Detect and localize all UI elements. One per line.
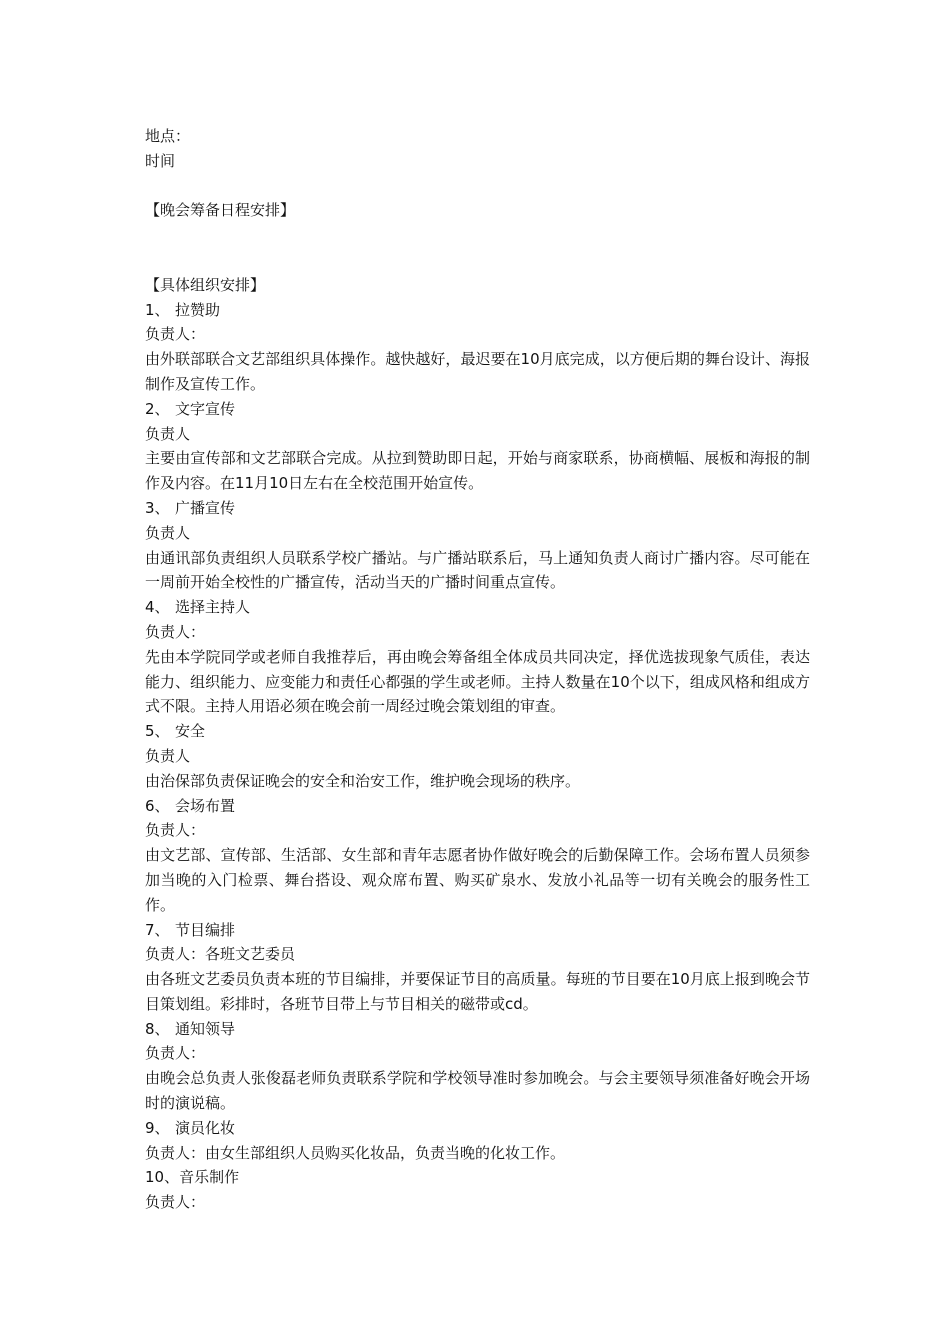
item-heading bbox=[145, 397, 810, 422]
item-description: 由各班文艺委员负责本班的节目编排，并要保证节目的高质量。每班的节目要在10月底上报到晚会节目策划组。彩排时，各班节目带上与节目相关的磁带或cd。 bbox=[145, 970, 810, 1013]
item-heading bbox=[145, 496, 810, 521]
item-title: 通知领导 bbox=[175, 1019, 236, 1038]
location-label: 地点： bbox=[145, 127, 191, 145]
item-title: 会场布置 bbox=[175, 796, 236, 815]
item-owner: 负责人 bbox=[145, 746, 191, 765]
item-number: 8、 bbox=[145, 1019, 170, 1038]
item-owner: 负责人： bbox=[145, 1044, 206, 1063]
item-title: 音乐制作 bbox=[179, 1168, 240, 1187]
organization-item-list bbox=[145, 298, 810, 1215]
spacer bbox=[145, 174, 810, 199]
item-description: 先由本学院同学或老师自我推荐后，再由晚会筹备组全体成员共同决定，择优选拔现象气质佳，表达能力、组织能力、应变能力和责任心都强的学生或老师。主持人数量在10个以下，组成风格和组成方式不限。主持人用语必须在晚会前一周经过晚会策划组的审查。 bbox=[145, 647, 810, 716]
item-title: 节目编排 bbox=[175, 920, 236, 939]
item-owner: 负责人 bbox=[145, 523, 191, 542]
item-description: 由晚会总负责人张俊磊老师负责联系学院和学校领导准时参加晚会。与会主要领导须准备好晚会开场时的演说稿。 bbox=[145, 1069, 810, 1113]
time-label: 时间 bbox=[145, 151, 176, 170]
item-heading bbox=[145, 595, 810, 620]
item-number: 7、 bbox=[145, 920, 170, 939]
organization-item bbox=[145, 1017, 810, 1116]
organization-item bbox=[145, 496, 810, 595]
organization-item bbox=[145, 298, 810, 397]
organization-item bbox=[145, 595, 810, 719]
organization-heading: 【具体组织安排】 bbox=[145, 275, 266, 294]
item-number: 6、 bbox=[145, 796, 170, 815]
item-title: 广播宣传 bbox=[175, 498, 236, 517]
item-title: 文字宣传 bbox=[175, 399, 236, 418]
organization-item bbox=[145, 1165, 810, 1215]
item-number: 9、 bbox=[145, 1118, 170, 1137]
item-description: 由治保部负责保证晚会的安全和治安工作，维护晚会现场的秩序。 bbox=[145, 771, 581, 790]
item-heading bbox=[145, 1017, 810, 1042]
organization-item bbox=[145, 719, 810, 793]
item-heading bbox=[145, 794, 810, 819]
item-description: 由通讯部负责组织人员联系学校广播站。与广播站联系后，马上通知负责人商讨广播内容。尽可能在一周前开始全校性的广播宣传，活动当天的广播时间重点宣传。 bbox=[145, 548, 810, 592]
item-number: 5、 bbox=[145, 722, 170, 741]
organization-item bbox=[145, 794, 810, 918]
item-description: 由外联部联合文艺部组织具体操作。越快越好，最迟要在10月底完成，以方便后期的舞台设计、海报制作及宣传工作。 bbox=[145, 350, 810, 393]
item-number: 10、 bbox=[145, 1168, 180, 1187]
organization-item bbox=[145, 918, 810, 1017]
item-description: 主要由宣传部和文艺部联合完成。从拉到赞助即日起，开始与商家联系，协商横幅、展板和海报的制作及内容。在11月10日左右在全校范围开始宣传。 bbox=[145, 449, 810, 493]
item-title: 安全 bbox=[175, 722, 206, 741]
item-number: 1、 bbox=[145, 300, 170, 319]
item-heading bbox=[145, 918, 810, 943]
item-owner: 负责人： bbox=[145, 821, 206, 840]
item-heading bbox=[145, 1165, 810, 1190]
item-owner: 负责人 bbox=[145, 424, 191, 443]
item-heading bbox=[145, 719, 810, 744]
spacer bbox=[145, 223, 810, 273]
item-owner: 负责人： bbox=[145, 1193, 206, 1212]
item-number: 4、 bbox=[145, 598, 170, 617]
item-owner: 负责人：由女生部组织人员购买化妆品，负责当晚的化妆工作。 bbox=[145, 1143, 566, 1162]
item-heading bbox=[145, 1116, 810, 1141]
organization-item bbox=[145, 397, 810, 496]
schedule-heading: 【晚会筹备日程安排】 bbox=[145, 201, 296, 220]
item-title: 拉赞助 bbox=[175, 300, 221, 319]
item-number: 3、 bbox=[145, 498, 170, 517]
item-title: 选择主持人 bbox=[175, 598, 251, 617]
item-owner: 负责人：各班文艺委员 bbox=[145, 945, 296, 964]
item-description: 由文艺部、宣传部、生活部、女生部和青年志愿者协作做好晚会的后勤保障工作。会场布置人员须参加当晚的入门检票、舞台搭设、观众席布置、购买矿泉水、发放小礼品等一切有关晚会的服务性工作。 bbox=[145, 846, 810, 914]
item-owner: 负责人： bbox=[145, 622, 206, 641]
document-body bbox=[145, 124, 810, 1215]
item-heading bbox=[145, 298, 810, 323]
item-title: 演员化妆 bbox=[175, 1118, 236, 1137]
item-owner: 负责人： bbox=[145, 325, 206, 344]
item-number: 2、 bbox=[145, 399, 170, 418]
organization-item bbox=[145, 1116, 810, 1166]
